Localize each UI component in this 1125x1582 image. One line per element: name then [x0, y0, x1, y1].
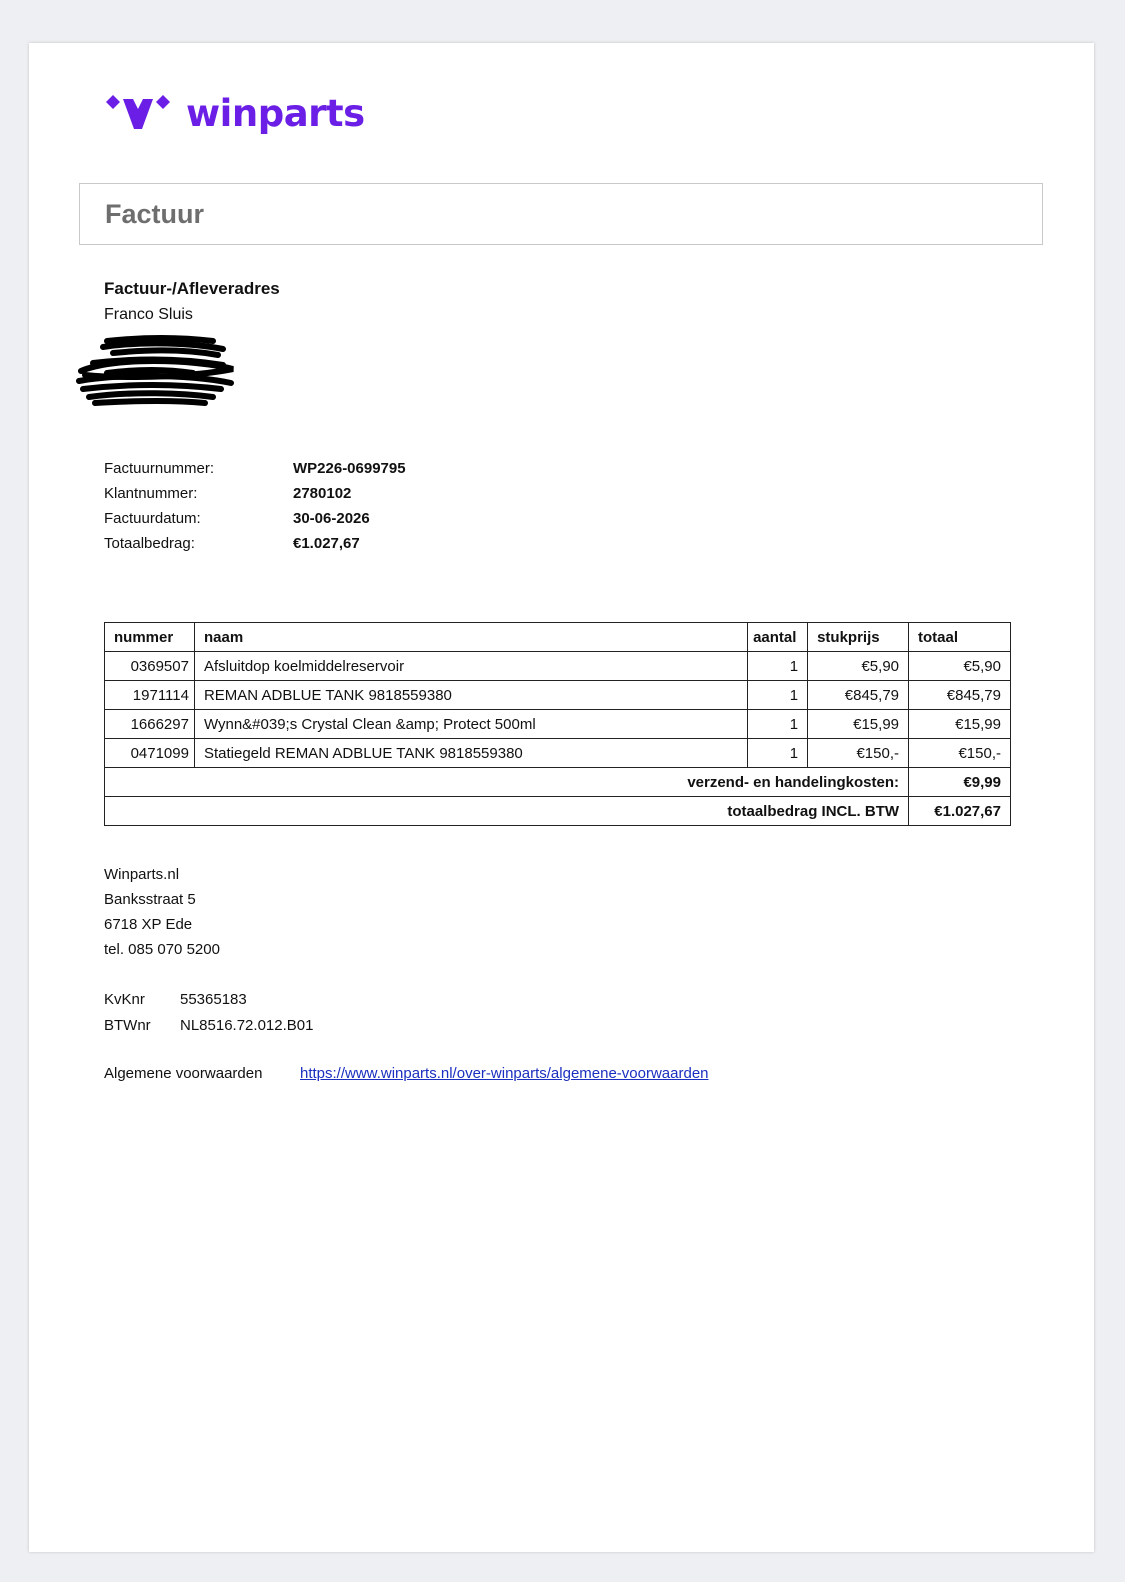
terms-block — [104, 1065, 709, 1082]
cell-totaal: €845,79 — [909, 681, 1011, 710]
total-row — [105, 797, 1011, 826]
cell-aantal: 1 — [748, 681, 808, 710]
meta-row — [104, 481, 406, 506]
meta-value: €1.027,67 — [293, 535, 360, 552]
terms-link[interactable]: https://www.winparts.nl/over-winparts/algemene-voorwaarden — [300, 1065, 709, 1082]
cell-naam: Wynn&#039;s Crystal Clean &amp; Protect 500ml — [194, 710, 747, 739]
meta-row — [104, 506, 406, 531]
total-label: totaalbedrag INCL. BTW — [105, 797, 909, 826]
meta-row — [104, 456, 406, 481]
brand-name: winparts — [186, 91, 365, 135]
document-title: Factuur — [105, 198, 205, 229]
meta-label: Factuurnummer: — [104, 460, 215, 477]
col-header-aantal: aantal — [748, 623, 808, 652]
company-block — [104, 862, 220, 962]
cell-naam: Statiegeld REMAN ADBLUE TANK 9818559380 — [194, 739, 747, 768]
address-name: Franco Sluis — [104, 306, 193, 323]
btw-label: BTWnr — [104, 1017, 151, 1034]
redaction-scribble — [73, 333, 243, 413]
meta-value: 2780102 — [293, 485, 352, 502]
btw-value: NL8516.72.012.B01 — [180, 1017, 314, 1034]
winparts-logo — [104, 88, 365, 138]
cell-stukprijs: €150,- — [808, 739, 909, 768]
title-box — [79, 183, 1043, 245]
cell-nummer: 0471099 — [105, 739, 195, 768]
col-header-totaal: totaal — [909, 623, 1011, 652]
table-row — [105, 710, 1011, 739]
cell-stukprijs: €5,90 — [808, 652, 909, 681]
invoice-meta — [104, 456, 406, 556]
meta-label: Factuurdatum: — [104, 510, 201, 527]
cell-aantal: 1 — [748, 739, 808, 768]
col-header-naam: naam — [194, 623, 747, 652]
terms-label: Algemene voorwaarden — [104, 1065, 263, 1082]
shipping-row — [105, 768, 1011, 797]
kvk-label: KvKnr — [104, 991, 145, 1008]
cell-aantal: 1 — [748, 710, 808, 739]
cell-totaal: €5,90 — [909, 652, 1011, 681]
address-block — [104, 279, 280, 324]
company-city: 6718 XP Ede — [104, 916, 193, 933]
cell-totaal: €150,- — [909, 739, 1011, 768]
kvk-row — [104, 987, 313, 1013]
table-row — [105, 652, 1011, 681]
col-header-nummer: nummer — [105, 623, 195, 652]
total-value: €1.027,67 — [909, 797, 1011, 826]
cell-naam: Afsluitdop koelmiddelreservoir — [194, 652, 747, 681]
cell-naam: REMAN ADBLUE TANK 9818559380 — [194, 681, 747, 710]
meta-label: Klantnummer: — [104, 485, 198, 502]
winparts-logo-icon — [104, 93, 172, 133]
items-table — [104, 622, 1011, 826]
meta-row — [104, 531, 406, 556]
meta-value: 30-06-2026 — [293, 510, 370, 527]
shipping-value: €9,99 — [909, 768, 1011, 797]
btw-row — [104, 1013, 313, 1039]
cell-stukprijs: €15,99 — [808, 710, 909, 739]
shipping-label: verzend- en handelingkosten: — [105, 768, 909, 797]
table-header-row — [105, 623, 1011, 652]
kvk-value: 55365183 — [180, 991, 247, 1008]
table-row — [105, 739, 1011, 768]
company-street: Banksstraat 5 — [104, 891, 196, 908]
cell-nummer: 1971114 — [105, 681, 195, 710]
cell-nummer: 0369507 — [105, 652, 195, 681]
registration-block — [104, 987, 313, 1039]
address-heading: Factuur-/Afleveradres — [104, 279, 280, 298]
cell-aantal: 1 — [748, 652, 808, 681]
company-name: Winparts.nl — [104, 866, 180, 883]
company-phone: tel. 085 070 5200 — [104, 941, 220, 958]
col-header-stukprijs: stukprijs — [808, 623, 909, 652]
table-row — [105, 681, 1011, 710]
cell-nummer: 1666297 — [105, 710, 195, 739]
cell-totaal: €15,99 — [909, 710, 1011, 739]
meta-label: Totaalbedrag: — [104, 535, 195, 552]
invoice-page — [29, 43, 1094, 1552]
meta-value: WP226-0699795 — [293, 460, 406, 477]
cell-stukprijs: €845,79 — [808, 681, 909, 710]
